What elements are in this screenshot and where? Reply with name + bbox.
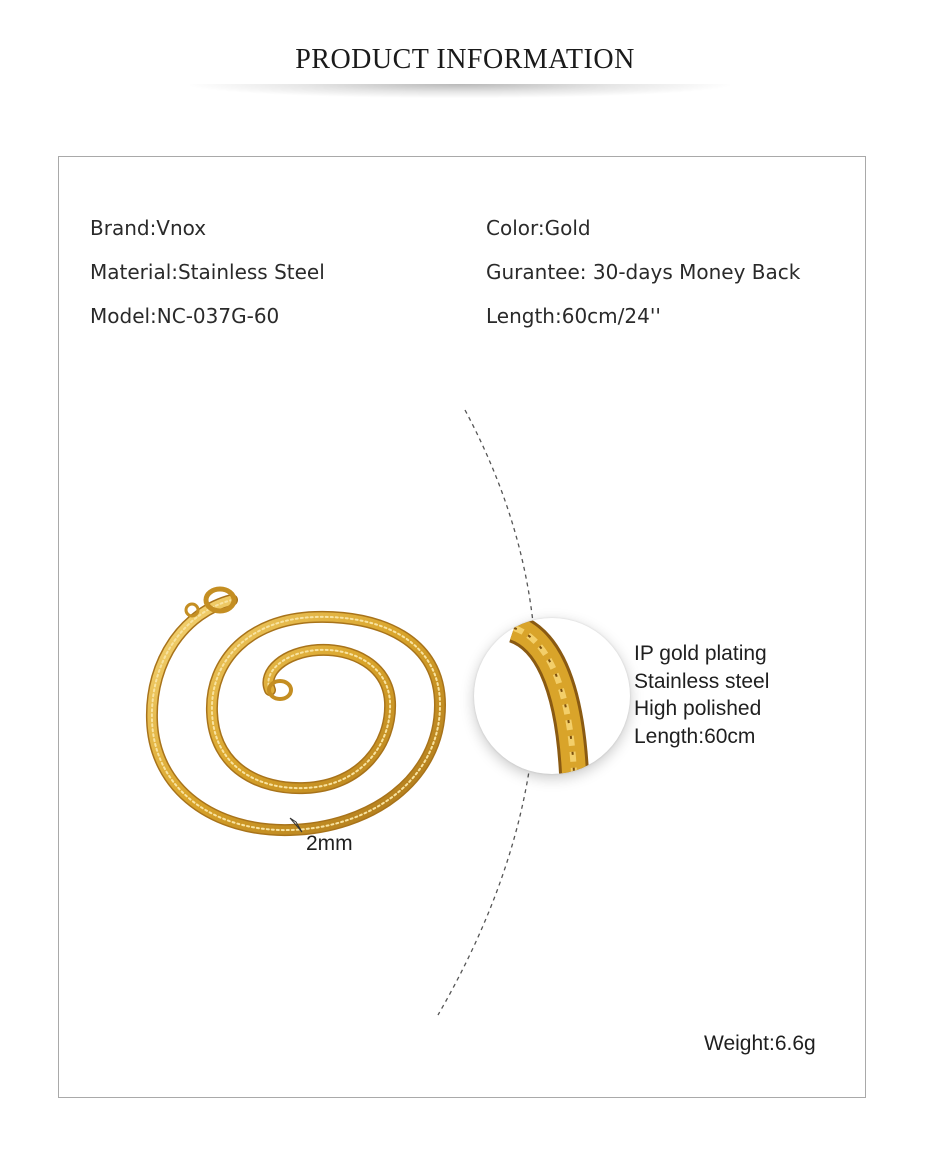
chain-detail-image [474,618,630,774]
weight-label: Weight:6.6g [704,1032,816,1055]
feature-list [634,640,769,750]
page-title: PRODUCT INFORMATION [295,44,635,75]
color-spec: Color:Gold [486,216,591,240]
feature-item: Stainless steel [634,669,770,693]
chain-coil [152,600,440,830]
feature-item: Length:60cm [634,724,756,748]
length-spec: Length:60cm/24'' [486,304,661,328]
model-spec: Model:NC-037G-60 [90,304,280,328]
chain-width-label: 2mm [306,832,353,855]
brand-spec: Brand:Vnox [90,216,207,240]
feature-item: IP gold plating [634,642,767,665]
chain-detail-zoom [474,618,630,774]
guarantee-spec: Gurantee: 30-days Money Back [486,260,801,284]
material-spec: Material:Stainless Steel [90,260,325,284]
feature-item: High polished [634,697,762,720]
